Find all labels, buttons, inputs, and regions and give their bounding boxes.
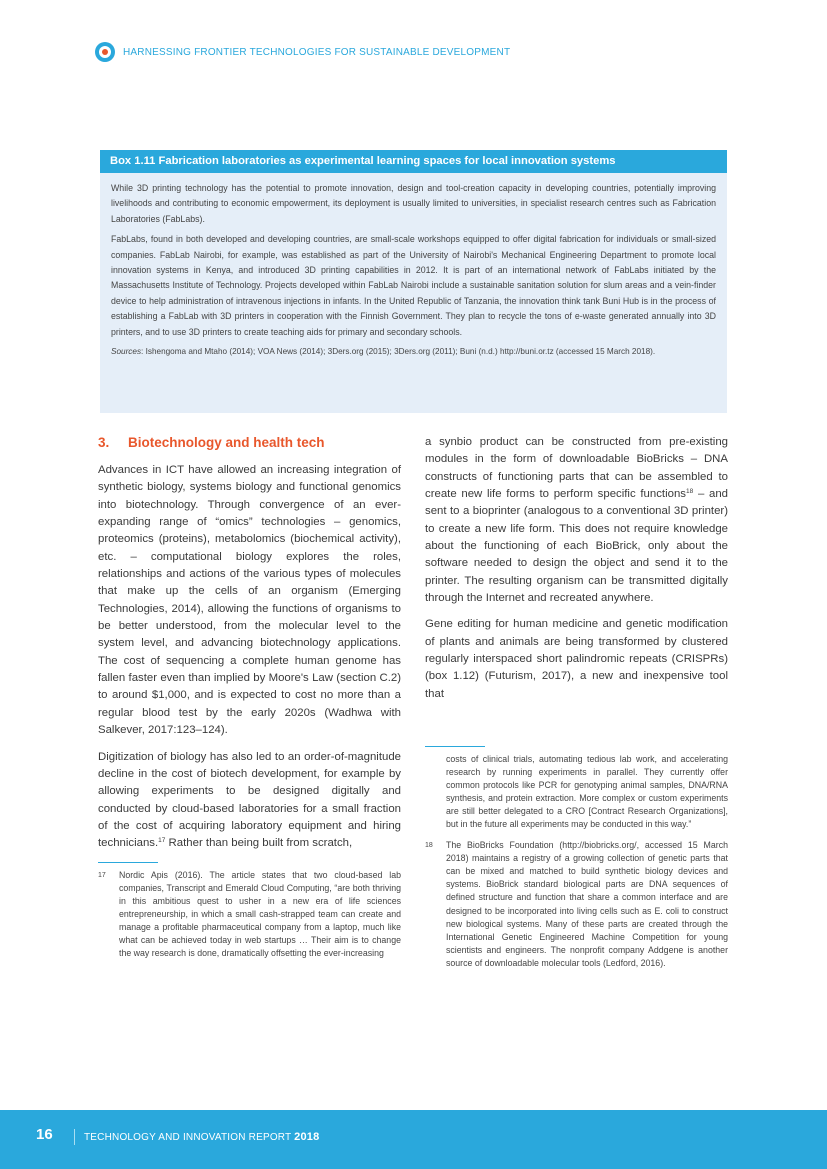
- box-paragraph-2: FabLabs, found in both developed and developing countries, are small-scale workshops equipped to offer digital fabrication for individuals or small-sized companies. FabLab Nairobi, for example, was established as part of the University of Nairobi's Mechanical Engineering Department to promote local innovation systems in Kenya, and introduced 3D printing capabilities in 2012. It is part of an international network of FabLabs initiated by the Massachusetts Institute of Technology. Projects developed within FabLab Nairobi include a sustainable sanitation solution for slum areas and a vein-finder device to help administration of intravenous injections in infants. In the United Republic of Tanzania, the innovation think tank Buni Hub is in the process of establishing a FabLab with 3D printers in cooperation with the Finnish Government. They plan to recycle the tons of e-waste generated annually into 3D printers, and to use 3D printers to create teaching aids for primary and secondary schools.: [111, 234, 716, 337]
- body-paragraph: [425, 434, 728, 607]
- running-header: [95, 42, 510, 62]
- box-body: [100, 173, 727, 358]
- footer-divider: [74, 1129, 75, 1145]
- box-title: Box 1.11 Fabrication laboratories as experimental learning spaces for local innovation systems: [100, 150, 727, 173]
- section-number: 3.: [98, 435, 110, 450]
- report-year: 2018: [294, 1131, 320, 1143]
- footnote-text: The BioBricks Foundation (http://biobricks.org/, accessed 15 March 2018) maintains a registry of a growing collection of genetic parts that can be mixed and matched to build synthetic biology devices and systems. BioBrick standard biological parts are DNA sequences of defined structure and function that share a common interface and are designed to be incorporated into living cells such as E. coli to construct new biological systems. Many of these parts are created through the International Genetic Engineered Machine Competition for young scientists and engineers. The nonprofit company Addgene is another source of downloadable molecular tools (Ledford, 2016).: [446, 840, 728, 968]
- page-number: 16: [36, 1126, 53, 1143]
- footnote-text: Nordic Apis (2016). The article states that two cloud-based lab companies, Transcript and Emerald Cloud Computing, “are both thriving in this ambitious quest to usher in a new era of life sciences entrepreneurship, in which a small cash-strapped team can create and manage a profitable pharmaceutical company from a laptop, much like what can be achieved today in web startups … Their aim is to change the way research is done, dramatically offsetting the ever-increasing: [119, 869, 401, 958]
- right-column: [425, 434, 728, 712]
- body-paragraph: Gene editing for human medicine and genetic modification of plants and animals are being transformed by clustered regularly interspaced short palindromic repeats (CRISPRs) (box 1.12) (Futurism, 2017), a new and inexpensive tool that: [425, 618, 728, 700]
- body-paragraph: [98, 749, 401, 853]
- running-header-title: HARNESSING FRONTIER TECHNOLOGIES FOR SUSTAINABLE DEVELOPMENT: [123, 46, 511, 58]
- footnote-17: [98, 869, 401, 960]
- footnote-rule: [425, 746, 485, 747]
- section-title: Biotechnology and health tech: [128, 435, 325, 450]
- box-sources-text: : Ishengoma and Mtaho (2014); VOA News (2014); 3Ders.org (2015); 3Ders.org (2011); Buni (n.d.) http://buni.or.tz (accessed 15 March 2018).: [141, 347, 656, 357]
- body-paragraph: Advances in ICT have allowed an increasing integration of synthetic biology, systems biology and functional genomics into biotechnology. Through convergence of an ever-expanding range of “omics” technologies – genomics, proteomics (proteins), metabolomics (biochemical activity), etc. – computational biology explores the roles, relationships and actions of the various types of molecules that make up the cells of an organism (Emerging Technologies, 2014), allowing the functions of organisms to be better understood, from the molecular level to the system level, and advancing biotechnology applications. The cost of sequencing a complete human genome has fallen faster even than implied by Moore's Law (section C.2) to around $1,000, and is expected to cost no more than a regular blood test by the early 2020s (Wadhwa with Salkever, 2017:123–124).: [98, 464, 401, 737]
- body-text: Digitization of biology has also led to an order-of-magnitude decline in the cost of biotech development, for example by allowing experiments to be designed digitally and conducted by cloud-based laboratories for a small fraction of the cost of acquiring laboratory equipment and hiring technicians.: [98, 750, 401, 850]
- body-text: Rather than being built from scratch,: [165, 837, 353, 850]
- body-text: – and sent to a bioprinter (analogous to a conventional 3D printer) to create a new life form. This does not require knowledge about the functioning of each BioBrick, only about the software needed to design the object and send it to the printer. The resulting organism can be transmitted digitally through the Internet and recreated anywhere.: [425, 488, 729, 605]
- footnote-ref-18: 18: [685, 488, 694, 496]
- footnote-ref-17: 17: [158, 837, 166, 845]
- target-icon: [95, 42, 115, 62]
- footnote-number: 17: [98, 871, 106, 879]
- page-footer: [0, 1110, 827, 1169]
- footnote-number: 18: [425, 842, 433, 850]
- footnote-rule: [98, 862, 158, 863]
- footnote-17-continued: [425, 753, 728, 831]
- section-heading: [98, 434, 401, 452]
- box-1-11: [100, 150, 727, 413]
- box-sources: [111, 345, 716, 358]
- footnote-18: [425, 839, 728, 969]
- box-paragraph-1: While 3D printing technology has the potential to promote innovation, design and tool-creation capacity in developing countries, potentially improving livelihoods and contributing to economic empowerment, its deployment is usually limited to universities, in specialist research centres such as Fabrication Laboratories (FabLabs).: [111, 183, 716, 224]
- footnote-text: costs of clinical trials, automating tedious lab work, and accelerating research by running experiments in parallel. They currently offer common protocols like PCR for genotyping animal samples, DNA/RNA synthesis, and protein extraction. More complex or custom experiments are still better delegated to a CRO [Contract Research Organizations], but in the future all experiments may be conducted in this way.”: [446, 754, 728, 830]
- left-column: [98, 434, 401, 960]
- body-text: a synbio product can be constructed from pre-existing modules in the form of downloadable BioBricks – DNA constructs of functioning parts that can be assembled to create new life forms to perform specific functions: [425, 436, 728, 501]
- report-title-text: TECHNOLOGY AND INNOVATION REPORT: [84, 1132, 292, 1143]
- right-footnotes: [425, 738, 728, 978]
- report-title: [84, 1131, 319, 1143]
- box-sources-label: Sources: [111, 347, 142, 357]
